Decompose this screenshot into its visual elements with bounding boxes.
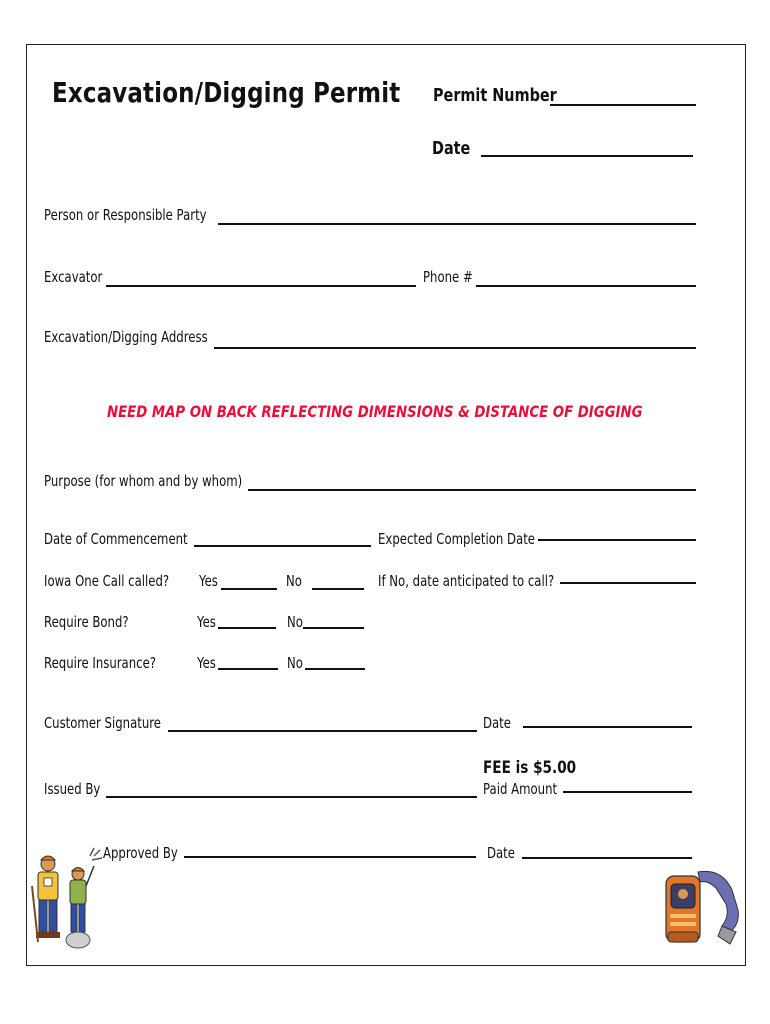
paid-amount-label: Paid Amount: [483, 780, 558, 798]
completion-label: Expected Completion Date: [378, 530, 536, 548]
completion-field[interactable]: [538, 539, 696, 541]
permit-form-border: [26, 44, 746, 966]
bond-no-label: No: [287, 613, 303, 631]
insurance-yes-field[interactable]: [218, 668, 278, 670]
customer-signature-label: Customer Signature: [44, 714, 161, 732]
responsible-party-label: Person or Responsible Party: [44, 206, 207, 224]
issued-by-field[interactable]: [106, 796, 477, 798]
address-field[interactable]: [214, 347, 696, 349]
require-bond-label: Require Bond?: [44, 613, 129, 631]
iowa-yes-field[interactable]: [221, 588, 277, 590]
workers-clipart-icon: [28, 846, 106, 950]
bond-yes-field[interactable]: [218, 627, 276, 629]
iowa-no-label: No: [286, 572, 302, 590]
permit-number-label: Permit Number: [433, 85, 557, 106]
commencement-label: Date of Commencement: [44, 530, 188, 548]
map-notice: NEED MAP ON BACK REFLECTING DIMENSIONS & DISTANCE OF DIGGING: [107, 402, 643, 421]
insurance-yes-label: Yes: [197, 654, 216, 672]
insurance-no-label: No: [287, 654, 303, 672]
approved-date-field[interactable]: [522, 857, 692, 859]
approved-date-label: Date: [487, 844, 515, 862]
issued-by-label: Issued By: [44, 780, 101, 798]
approved-by-field[interactable]: [184, 856, 476, 858]
bond-no-field[interactable]: [303, 627, 364, 629]
iowa-no-field[interactable]: [312, 588, 364, 590]
excavator-field[interactable]: [106, 285, 416, 287]
fee-text: FEE is $5.00: [483, 758, 577, 778]
excavator-clipart-icon: [660, 866, 742, 950]
permit-number-field[interactable]: [550, 104, 696, 106]
header-date-label: Date: [432, 138, 471, 159]
responsible-party-field[interactable]: [218, 223, 696, 225]
header-date-field[interactable]: [481, 155, 693, 157]
signature-date-field[interactable]: [523, 726, 692, 728]
if-no-date-label: If No, date anticipated to call?: [378, 572, 555, 590]
phone-field[interactable]: [476, 285, 696, 287]
require-insurance-label: Require Insurance?: [44, 654, 156, 672]
insurance-no-field[interactable]: [305, 668, 365, 670]
commencement-field[interactable]: [194, 545, 371, 547]
paid-amount-field[interactable]: [563, 791, 692, 793]
if-no-date-field[interactable]: [560, 582, 696, 584]
iowa-one-call-label: Iowa One Call called?: [44, 572, 170, 590]
customer-signature-field[interactable]: [168, 730, 477, 732]
bond-yes-label: Yes: [197, 613, 216, 631]
purpose-field[interactable]: [248, 489, 696, 491]
page-title: Excavation/Digging Permit: [52, 76, 401, 109]
phone-label: Phone #: [423, 268, 473, 286]
address-label: Excavation/Digging Address: [44, 328, 208, 346]
signature-date-label: Date: [483, 714, 511, 732]
iowa-yes-label: Yes: [199, 572, 218, 590]
purpose-label: Purpose (for whom and by whom): [44, 472, 243, 490]
approved-by-label: Approved By: [103, 844, 178, 862]
excavator-label: Excavator: [44, 268, 103, 286]
